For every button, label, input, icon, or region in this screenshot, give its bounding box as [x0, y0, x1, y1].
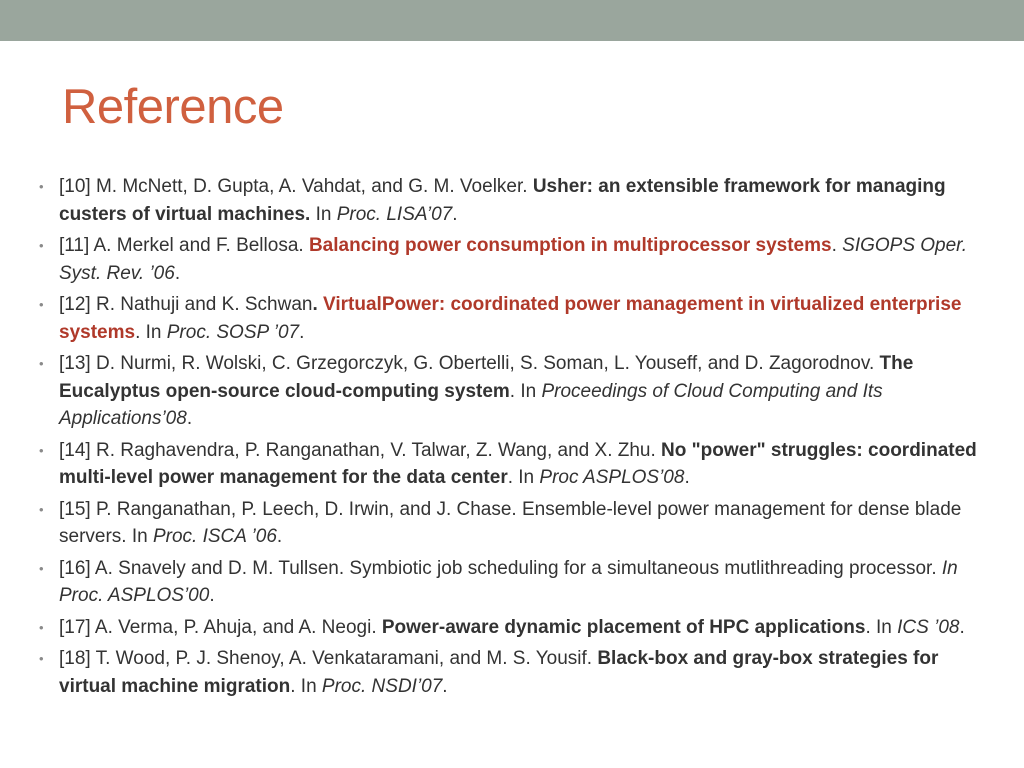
ref-venue: Proceedings of Cloud Computing and Its Applications’08 [59, 380, 883, 429]
reference-item-13 [39, 350, 984, 433]
ref-end: . [174, 262, 181, 284]
ref-venue: ICS ’08 [897, 616, 960, 638]
ref-connector: . In [290, 675, 322, 697]
bullet-icon: • [39, 560, 44, 576]
slide-title: Reference [62, 80, 284, 134]
ref-connector: . In [507, 467, 540, 488]
ref-venue: Proc. NSDI’07 [321, 675, 443, 697]
ref-authors: [14] R. Raghavendra, P. Ranganathan, V. Talwar, Z. Wang, and X. Zhu. [59, 439, 662, 461]
reference-item-16 [39, 555, 984, 610]
ref-dot: . [312, 294, 324, 315]
reference-item-12 [39, 291, 984, 346]
top-header-bar [0, 0, 1024, 41]
ref-venue: SIGOPS Oper. Syst. Rev. ’06 [59, 235, 968, 284]
ref-end: . [186, 408, 193, 429]
ref-end: . [276, 526, 283, 547]
ref-authors: [15] P. Ranganathan, P. Leech, D. Irwin, and J. Chase. Ensemble-level power management for dense blade servers. In [59, 498, 962, 547]
ref-title: Power-aware dynamic placement of HPC applications [381, 616, 866, 638]
ref-title: Balancing power consumption in multiprocessor systems [308, 235, 832, 256]
ref-end: . [452, 203, 458, 225]
bullet-icon: • [39, 619, 44, 635]
ref-title: Black-box and gray-box strategies for virtual machine migration [59, 648, 939, 697]
ref-venue: Proc. LISA’07 [336, 203, 453, 225]
bullet-icon: • [39, 651, 44, 666]
ref-venue: Proc. ISCA ’06 [152, 526, 277, 547]
ref-authors: [11] A. Merkel and F. Bellosa. [59, 235, 309, 256]
ref-end: . [299, 321, 305, 343]
bullet-icon: • [39, 238, 44, 253]
ref-title: No "power" struggles: coordinated multi-level power management for the data center [59, 439, 977, 488]
ref-venue: Proc ASPLOS’08 [539, 467, 685, 488]
reference-item-17 [39, 614, 984, 642]
ref-title: VirtualPower: coordinated power management in virtualized enterprise systems [59, 294, 962, 343]
ref-title: Usher: an extensible framework for managing custers of virtual machines. [59, 176, 946, 225]
ref-end: . [684, 467, 690, 488]
ref-authors: [13] D. Nurmi, R. Wolski, C. Grzegorczyk, G. Obertelli, S. Soman, L. Youseff, and D. Zagorodnov. [59, 353, 880, 374]
ref-authors: [18] T. Wood, P. J. Shenoy, A. Venkataramani, and M. S. Yousif. [59, 648, 598, 669]
ref-authors: [12] R. Nathuji and K. Schwan [59, 294, 313, 315]
bullet-icon: • [39, 179, 44, 194]
reference-item-15 [39, 496, 984, 551]
reference-item-11 [39, 232, 984, 287]
ref-authors: [10] M. McNett, D. Gupta, A. Vahdat, and G. M. Voelker. [59, 176, 533, 197]
bullet-icon: • [39, 501, 44, 517]
reference-item-10 [39, 173, 984, 228]
ref-connector: . In [509, 380, 542, 402]
ref-title: The Eucalyptus open-source cloud-computing system [59, 353, 914, 402]
reference-item-18 [39, 645, 984, 700]
ref-end: . [209, 585, 215, 606]
reference-list [39, 173, 984, 704]
ref-connector: . In [135, 321, 167, 343]
ref-authors: [16] A. Snavely and D. M. Tullsen. Symbiotic job scheduling for a simultaneous mutlithreading processor. [59, 557, 942, 579]
bullet-icon: • [39, 297, 44, 312]
reference-item-14 [39, 437, 984, 492]
ref-connector: . [831, 235, 843, 256]
ref-end: . [442, 675, 448, 697]
ref-connector: In [310, 203, 337, 225]
ref-venue: Proc. SOSP ’07 [166, 321, 300, 343]
bullet-icon: • [39, 442, 44, 458]
ref-authors: [17] A. Verma, P. Ahuja, and A. Neogi. [59, 616, 382, 638]
bullet-icon: • [39, 356, 44, 371]
ref-connector: . In [865, 616, 898, 638]
ref-end: . [959, 616, 965, 638]
ref-venue: In Proc. ASPLOS’00 [59, 557, 958, 606]
